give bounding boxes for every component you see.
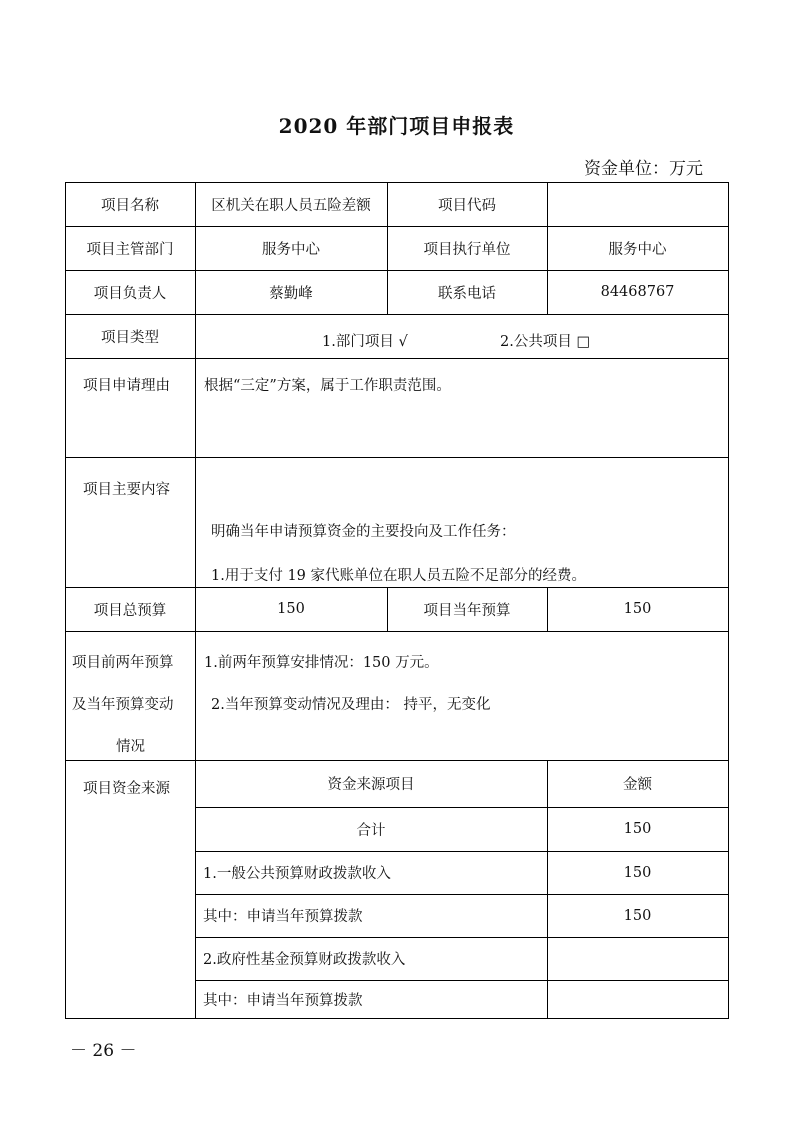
header-funding-amount: 金额 (623, 777, 652, 793)
change-line-2: 2.当年预算变动情况及理由： 持平，无变化 (211, 697, 491, 713)
label-total-budget: 项目总预算 (93, 602, 167, 619)
page-number: － 26 － (70, 1041, 137, 1061)
value-project-name: 区机关在职人员五险差额 (211, 197, 371, 214)
funding-amount-total: 150 (623, 821, 652, 837)
label-budget-change-l1: 项目前两年预算 (72, 655, 174, 671)
header-funding-item: 资金来源项目 (327, 777, 415, 793)
label-application-reason: 项目申请理由 (83, 378, 170, 394)
label-budget-change-l3: 情况 (116, 739, 145, 755)
value-executing-unit: 服务中心 (608, 241, 667, 258)
funding-item-fund-current: 其中：申请当年预算拨款 (203, 992, 363, 1009)
content-line-2: 1.用于支付 19 家代账单位在职人员五险不足部分的经费。 (211, 568, 587, 584)
label-project-name: 项目名称 (101, 197, 159, 214)
label-project-leader: 项目负责人 (93, 285, 167, 302)
label-project-code: 项目代码 (438, 197, 496, 214)
currency-unit: 资金单位：万元 (584, 159, 703, 179)
value-application-reason: 根据“三定”方案，属于工作职责范围。 (204, 378, 451, 394)
content-line-1: 明确当年申请预算资金的主要投向及工作任务： (211, 524, 516, 540)
funding-amount-fund-current (547, 980, 728, 1018)
label-executing-unit: 项目执行单位 (423, 241, 511, 258)
page-title: 2020 年部门项目申报表 (278, 114, 515, 138)
option-dept-project: 1.部门项目 √ (322, 334, 408, 350)
value-total-budget: 150 (277, 601, 305, 617)
label-year-budget: 项目当年预算 (423, 602, 511, 619)
funding-item-total: 合计 (356, 822, 386, 839)
option-public-project: 2.公共项目 □ (500, 334, 591, 350)
value-project-code (547, 182, 728, 226)
label-main-content: 项目主要内容 (83, 482, 170, 498)
label-contact-phone: 联系电话 (438, 285, 496, 302)
funding-amount-fund (547, 937, 728, 980)
value-contact-phone: 84468767 (600, 284, 675, 300)
funding-item-fund: 2.政府性基金预算财政拨款收入 (203, 952, 406, 968)
value-managing-dept: 服务中心 (262, 241, 320, 258)
label-project-type: 项目类型 (101, 329, 159, 346)
funding-amount-general-current: 150 (623, 907, 652, 924)
value-year-budget: 150 (623, 601, 652, 617)
funding-amount-general: 150 (623, 864, 652, 881)
label-funding-source: 项目资金来源 (83, 781, 170, 797)
change-line-1: 1.前两年预算安排情况：150 万元。 (204, 655, 439, 671)
value-project-leader: 蔡勤峰 (269, 285, 313, 302)
label-managing-dept: 项目主管部门 (86, 241, 174, 258)
funding-item-general: 1.一般公共预算财政拨款收入 (203, 866, 391, 882)
funding-item-general-current: 其中：申请当年预算拨款 (203, 909, 363, 925)
label-budget-change-l2: 及当年预算变动 (72, 697, 174, 713)
